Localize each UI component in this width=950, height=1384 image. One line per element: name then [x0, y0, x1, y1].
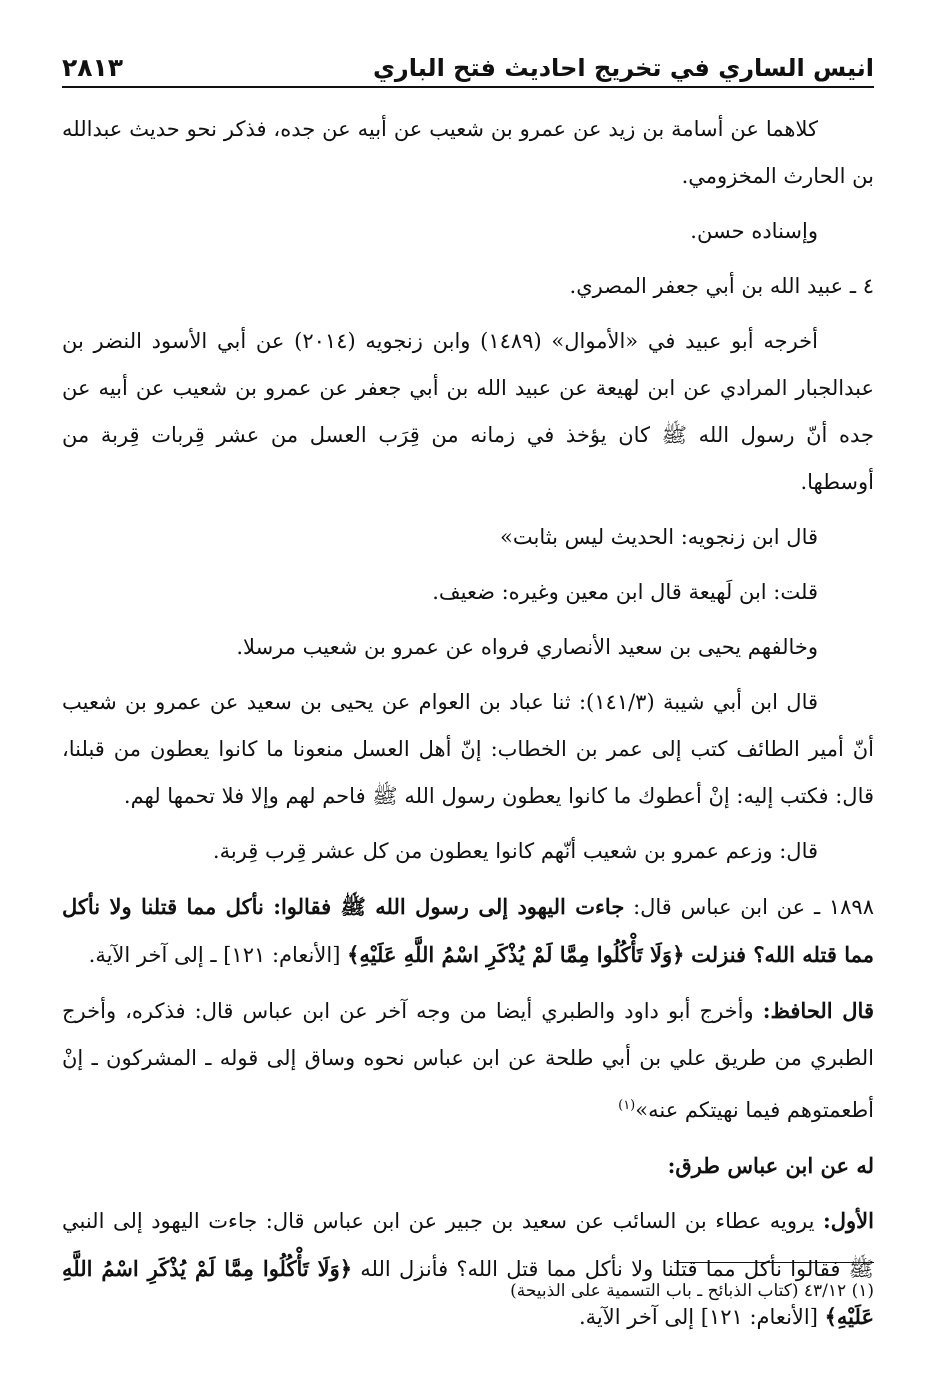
- paragraph: وخالفهم يحيى بن سعيد الأنصاري فرواه عن عمرو بن شعيب مرسلا.: [236, 635, 818, 659]
- book-title: انيس الساري في تخريج احاديث فتح الباري: [372, 54, 874, 82]
- first-text: يرويه عطاء بن السائب عن سعيد بن جبير عن ابن عباس قال: جاءت اليهود إلى النبي ﷺ فقالوا نأكل مما قتلنا ولا نأكل مما قتل الله؟ فأنزل الله: [62, 1209, 874, 1281]
- hafiz-label: قال الحافظ:: [762, 998, 874, 1023]
- paragraph: قال ابن أبي شيبة (١٤١/٣): ثنا عباد بن العوام عن يحيى بن سعيد عن عمرو بن شعيب أنّ أمير الطائف كتب إلى عمر بن الخطاب: إنّ أهل العسل منعونا ما كانوا يعطون من قبلنا، قال: فكتب إليه: إنْ أعطوك ما كانوا يعطون رسول الله ﷺ فاحم لهم وإلا فلا تحمها لهم.: [62, 690, 874, 808]
- header-rule: [62, 86, 874, 88]
- hafiz-paragraph: [62, 987, 874, 1134]
- paragraph: وإسناده حسن.: [690, 219, 818, 243]
- turuq-heading: له عن ابن عباس طرق:: [667, 1153, 874, 1178]
- paragraph: قال: وزعم عمرو بن شعيب أنّهم كانوا يعطون من كل عشر قِرب قِربة.: [212, 839, 818, 863]
- footnote: [62, 1276, 874, 1306]
- footnote-rule: [674, 1262, 874, 1263]
- paragraph: أخرجه أبو عبيد في «الأموال» (١٤٨٩) وابن زنجويه (٢٠١٤) عن أبي الأسود النضر بن عبدالجبار المرادي عن ابن لهيعة عن عبيد الله بن أبي جعفر عن عمرو بن شعيب عن أبيه عن جده أنّ رسول الله ﷺ كان يؤخذ في زمانه من قِرَب العسل من عشر قِربات قِربة من أوسطها.: [62, 329, 874, 494]
- paragraph: قلت: ابن لَهيعة قال ابن معين وغيره: ضعيف.: [432, 580, 818, 604]
- hafiz-text: وأخرج أبو داود والطبري أيضا من وجه آخر عن ابن عباس قال: فذكره، وأخرج الطبري من طريق علي بن أبي طلحة عن ابن عباس نحوه وساق إلى قوله ـ المشركون ـ إنْ أطعمتوهم فيما نهيتكم عنه»: [62, 999, 874, 1122]
- page-number: ٢٨١٣: [62, 53, 124, 82]
- footnote-marker: (١): [618, 1098, 636, 1113]
- footnote-number: (١): [851, 1281, 874, 1301]
- footnote-text: ٤٣/١٢ (كتاب الذبائح ـ باب التسمية على الذبيحة): [510, 1281, 847, 1301]
- hadith-text: جاءت اليهود إلى رسول الله ﷺ فقالوا: نأكل مما قتلنا ولا نأكل مما قتله الله؟ فنزلت: [62, 894, 874, 967]
- first-label: الأول:: [823, 1208, 874, 1233]
- paragraph: قال ابن زنجويه: الحديث ليس بثابت»: [500, 525, 818, 549]
- page: [62, 38, 874, 1349]
- hadith-intro: ـ عن ابن عباس قال:: [633, 895, 821, 919]
- paragraph: كلاهما عن أسامة بن زيد عن عمرو بن شعيب عن أبيه عن جده، فذكر نحو حديث عبدالله بن الحارث المخزومي.: [62, 117, 874, 188]
- hadith-paragraph: [62, 883, 874, 979]
- narrator-heading: ٤ ـ عبيد الله بن أبي جعفر المصري.: [569, 274, 874, 298]
- first-paragraph: [62, 1197, 874, 1341]
- hadith-verse: ﴿وَلَا تَأْكُلُوا مِمَّا لَمْ يُذْكَرِ اسْمُ اللَّهِ عَلَيْهِ﴾: [347, 942, 685, 967]
- first-ref: [الأنعام: ١٢١] إلى آخر الآية.: [578, 1305, 818, 1329]
- hadith-ref: [الأنعام: ١٢١] ـ إلى آخر الآية.: [88, 943, 341, 967]
- first-verse: ﴿وَلَا تَأْكُلُوا مِمَّا لَمْ يُذْكَرِ اسْمُ اللَّهِ عَلَيْهِ﴾: [62, 1256, 874, 1329]
- hadith-number: ١٨٩٨: [828, 895, 874, 919]
- page-header: [62, 38, 874, 82]
